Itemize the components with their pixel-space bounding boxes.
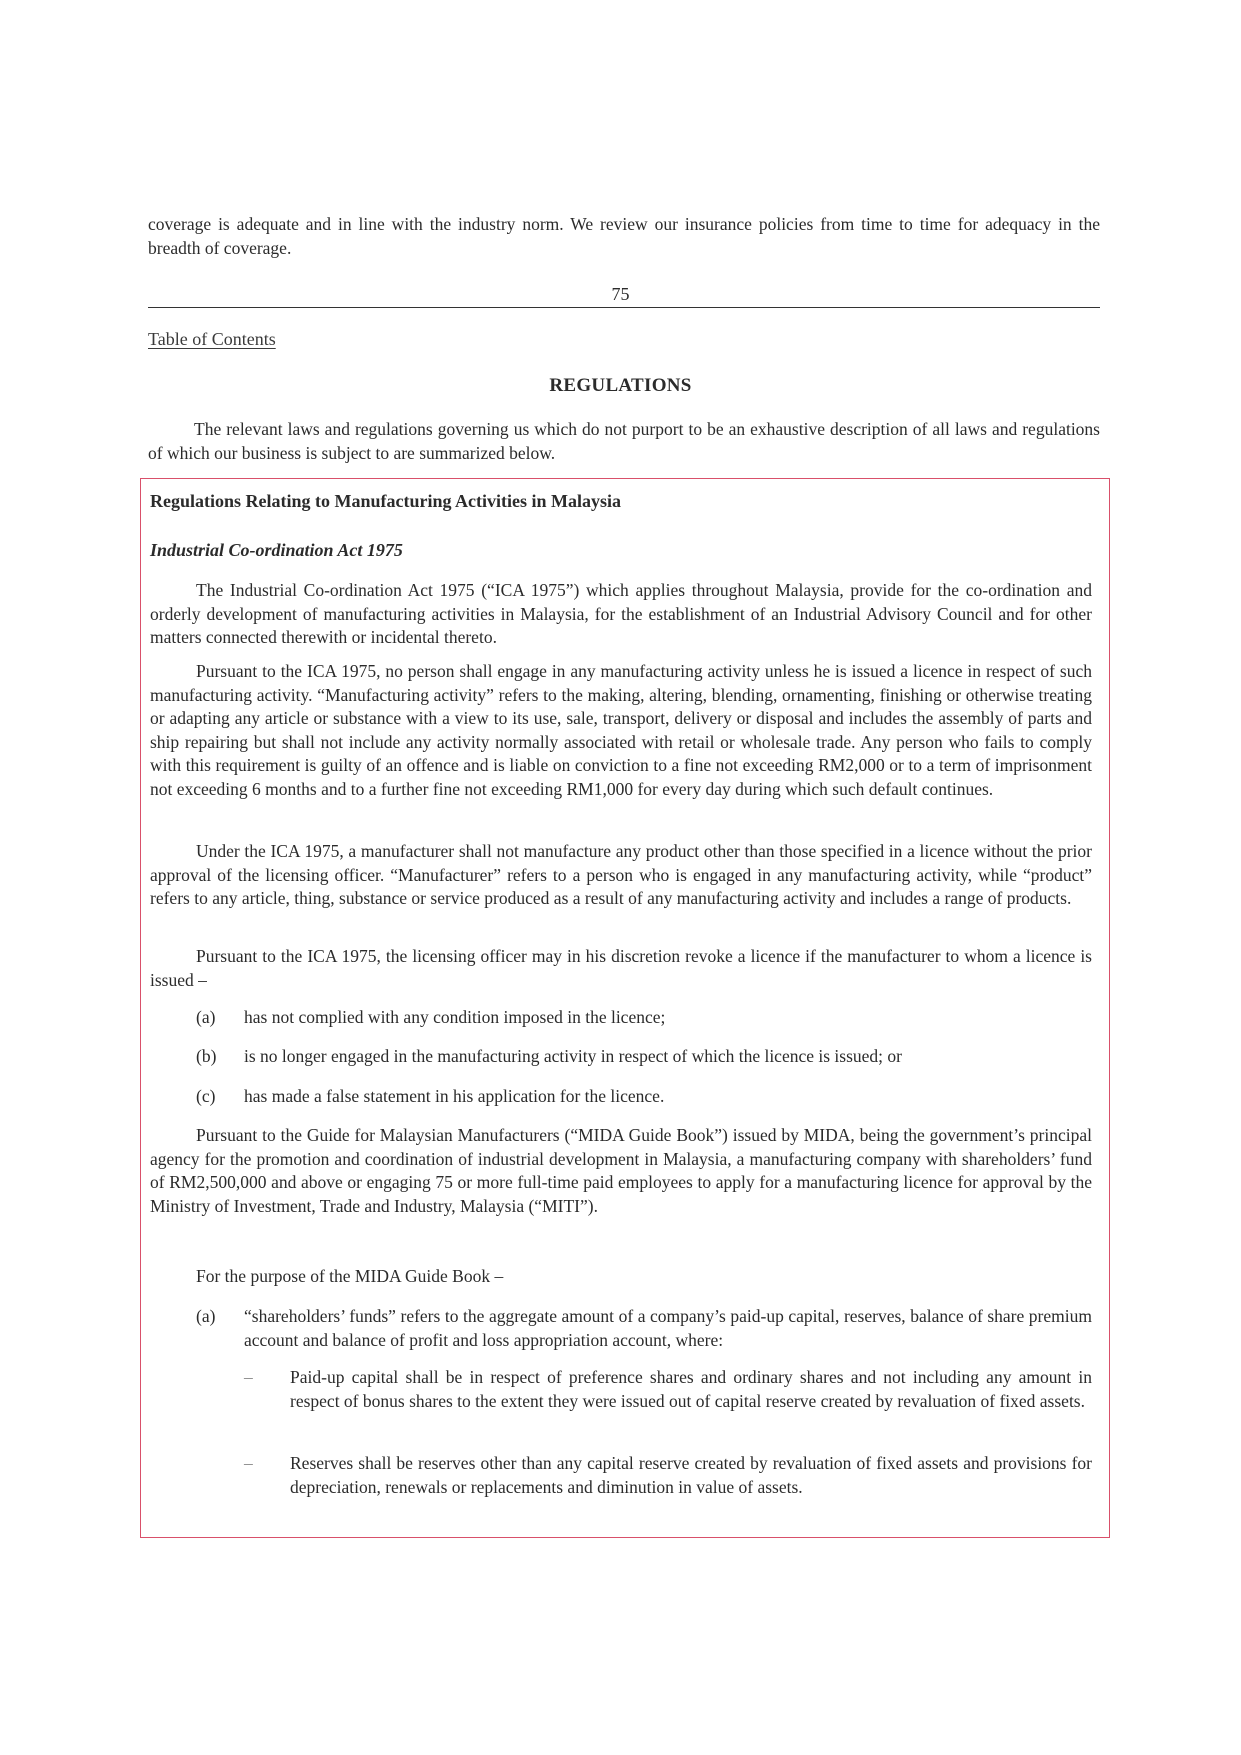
section-title: REGULATIONS xyxy=(549,375,692,396)
table-of-contents-link[interactable]: Table of Contents xyxy=(148,329,276,349)
list-text: has not complied with any condition imposed in the licence; xyxy=(244,1007,666,1027)
dash-bullet-icon: – xyxy=(244,1367,253,1387)
purpose-line: For the purpose of the MIDA Guide Book – xyxy=(196,1266,504,1286)
dash-bullet-icon: – xyxy=(244,1453,253,1473)
list-text: “shareholders’ funds” refers to the aggregate amount of a company’s paid-up capital, reserves, balance of share premium account and balance of profit and loss appropriation account, where: xyxy=(244,1306,1092,1350)
continuation-paragraph: coverage is adequate and in line with the industry norm. We review our insurance policies from time to time for adequacy in the breadth of coverage. xyxy=(148,214,1100,258)
ica-intro-paragraph: The Industrial Co-ordination Act 1975 (“ICA 1975”) which applies throughout Malaysia, provide for the co-ordination and orderly development of manufacturing activities in Malaysia, for the establishment of an Industrial Advisory Council and for other matters connected therewith or incidental thereto. xyxy=(150,580,1092,647)
dash-text: Reserves shall be reserves other than any capital reserve created by revaluation of fixed assets and provisions for depreciation, renewals or replacements and diminution in value of assets. xyxy=(290,1453,1092,1497)
list-label: (b) xyxy=(196,1046,217,1066)
dash-item xyxy=(244,1366,1092,1413)
dash-item xyxy=(244,1452,1092,1499)
licence-requirement-paragraph: Pursuant to the ICA 1975, no person shall engage in any manufacturing activity unless he is issued a licence in respect of such manufacturing activity. “Manufacturing activity” refers to the making, altering, blending, ornamenting, finishing or otherwise treating or adapting any article or substance with a view to its use, sale, transport, delivery or disposal and includes the assembly of parts and ship repairing but shall not include any activity normally associated with retail or wholesale trade. Any person who fails to comply with this requirement is guilty of an offence and is liable on conviction to a fine not exceeding RM2,000 or to a term of imprisonment not exceeding 6 months and to a further fine not exceeding RM1,000 for every day during which such default continues. xyxy=(150,661,1092,799)
list-item xyxy=(196,1045,1092,1069)
box-heading: Regulations Relating to Manufacturing Activities in Malaysia xyxy=(150,491,621,511)
mida-guide-paragraph: Pursuant to the Guide for Malaysian Manufacturers (“MIDA Guide Book”) issued by MIDA, being the government’s principal agency for the promotion and coordination of industrial development in Malaysia, a manufacturing company with shareholders’ fund of RM2,500,000 and above or engaging 75 or more full-time paid employees to apply for a manufacturing licence for approval by the Ministry of Investment, Trade and Industry, Malaysia (“MITI”). xyxy=(150,1125,1092,1216)
dash-text: Paid-up capital shall be in respect of preference shares and ordinary shares and not including any amount in respect of bonus shares to the extent they were issued out of capital reserve created by revaluation of fixed assets. xyxy=(290,1367,1092,1411)
list-label: (a) xyxy=(196,1007,216,1027)
list-label: (c) xyxy=(196,1086,216,1106)
revocation-paragraph: Pursuant to the ICA 1975, the licensing officer may in his discretion revoke a licence if the manufacturer to whom a licence is issued – xyxy=(150,946,1092,990)
intro-paragraph: The relevant laws and regulations governing us which do not purport to be an exhaustive description of all laws and regulations of which our business is subject to are summarized below. xyxy=(148,419,1100,463)
list-label: (a) xyxy=(196,1306,216,1326)
box-subheading: Industrial Co-ordination Act 1975 xyxy=(150,540,403,560)
page-number: 75 xyxy=(611,284,630,304)
list-item xyxy=(196,1006,1092,1030)
manufacturer-definition-paragraph: Under the ICA 1975, a manufacturer shall not manufacture any product other than those specified in a licence without the prior approval of the licensing officer. “Manufacturer” refers to a person who is engaged in any manufacturing activity, while “product” refers to any article, thing, substance or service produced as a result of any manufacturing activity and includes a range of products. xyxy=(150,841,1092,908)
list-text: is no longer engaged in the manufacturing activity in respect of which the licence is issued; or xyxy=(244,1046,902,1066)
list-item xyxy=(196,1085,1092,1109)
definition-item xyxy=(196,1305,1092,1352)
list-text: has made a false statement in his application for the licence. xyxy=(244,1086,665,1106)
page-divider xyxy=(148,307,1100,308)
